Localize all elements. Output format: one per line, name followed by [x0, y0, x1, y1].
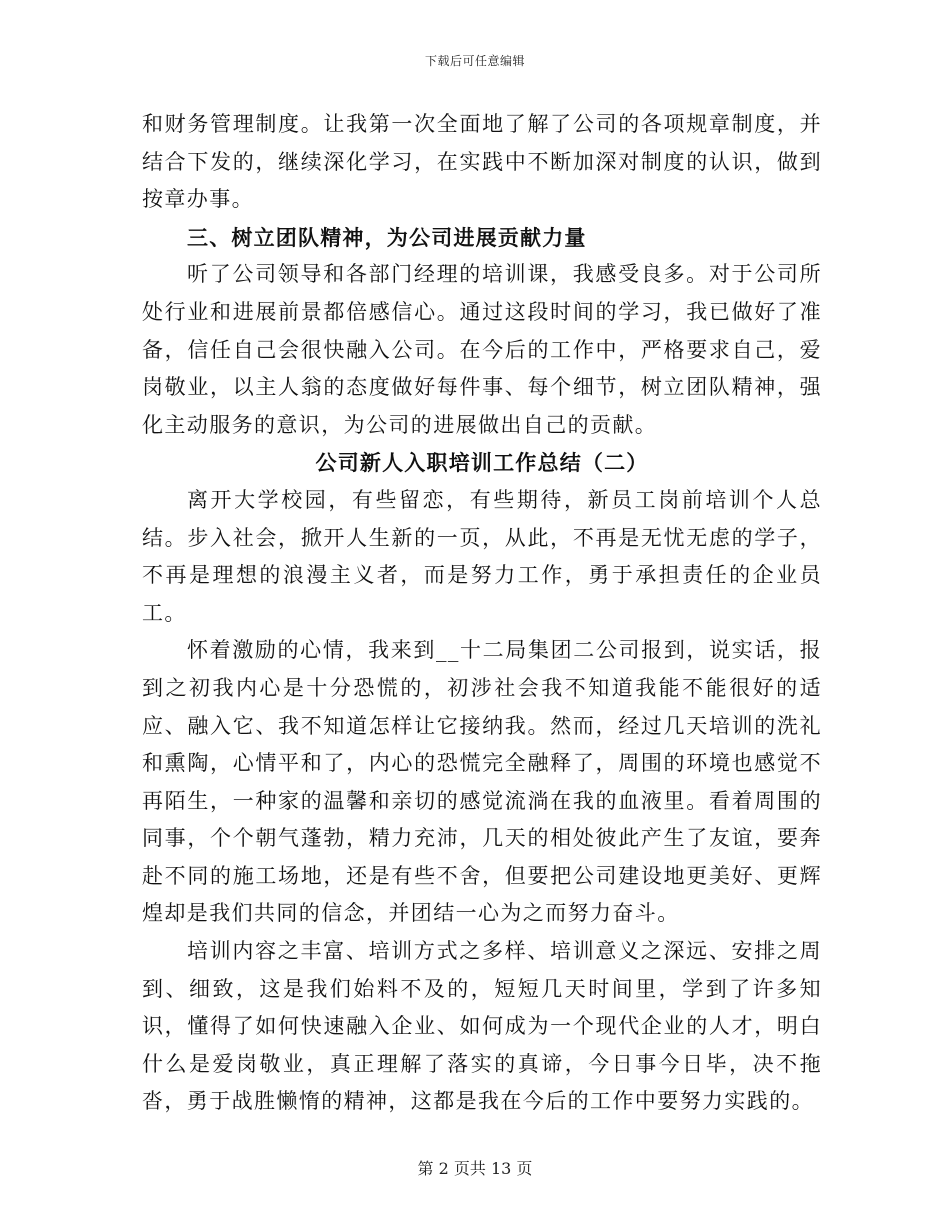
- paragraph-4: 怀着激励的心情，我来到__十二局集团二公司报到，说实话，报到之初我内心是十分恐慌的，初涉社会我不知道我能不能很好的适应、融入它、我不知道怎样让它接纳我。然而，经过几天培训的洗礼和熏陶，心情平和了，内心的恐慌完全融释了，周围的环境也感觉不再陌生，一种家的温馨和亲切的感觉流淌在我的血液里。看着周围的同事，个个朝气蓬勃，精力充沛，几天的相处彼此产生了友谊，要奔赴不同的施工场地，还是有些不舍，但要把公司建设地更美好、更辉煌却是我们共同的信念，并团结一心为之而努力奋斗。: [142, 638, 822, 926]
- page-footer: 第 2 页共 13 页: [417, 1159, 533, 1178]
- section-title-2: 公司新人入职培训工作总结（二）: [315, 450, 649, 476]
- paragraph-1: 和财务管理制度。让我第一次全面地了解了公司的各项规章制度，并结合下发的，继续深化学习，在实践中不断加深对制度的认识，做到按章办事。: [142, 112, 822, 212]
- paragraph-3: 离开大学校园，有些留恋，有些期待，新员工岗前培训个人总结。步入社会，掀开人生新的一页，从此，不再是无忧无虑的学子，不再是理想的浪漫主义者，而是努力工作，勇于承担责任的企业员工。: [142, 487, 822, 625]
- page-header: 下载后可任意编辑: [424, 54, 525, 68]
- paragraph-5: 培训内容之丰富、培训方式之多样、培训意义之深远、安排之周到、细致，这是我们始料不及的，短短几天时间里，学到了许多知识，懂得了如何快速融入企业、如何成为一个现代企业的人才，明白什么是爱岗敬业，真正理解了落实的真谛，今日事今日毕，决不拖沓，勇于战胜懒惰的精神，这都是我在今后的工作中要努力实践的。: [142, 939, 822, 1114]
- section-heading-3: 三、树立团队精神，为公司进展贡献力量: [187, 224, 587, 250]
- paragraph-2: 听了公司领导和各部门经理的培训课，我感受良多。对于公司所处行业和进展前景都倍感信心。通过这段时间的学习，我已做好了准备，信任自己会很快融入公司。在今后的工作中，严格要求自己，爱岗敬业，以主人翁的态度做好每件事、每个细节，树立团队精神，强化主动服务的意识，为公司的进展做出自己的贡献。: [142, 262, 822, 437]
- document-body: [142, 106, 822, 1121]
